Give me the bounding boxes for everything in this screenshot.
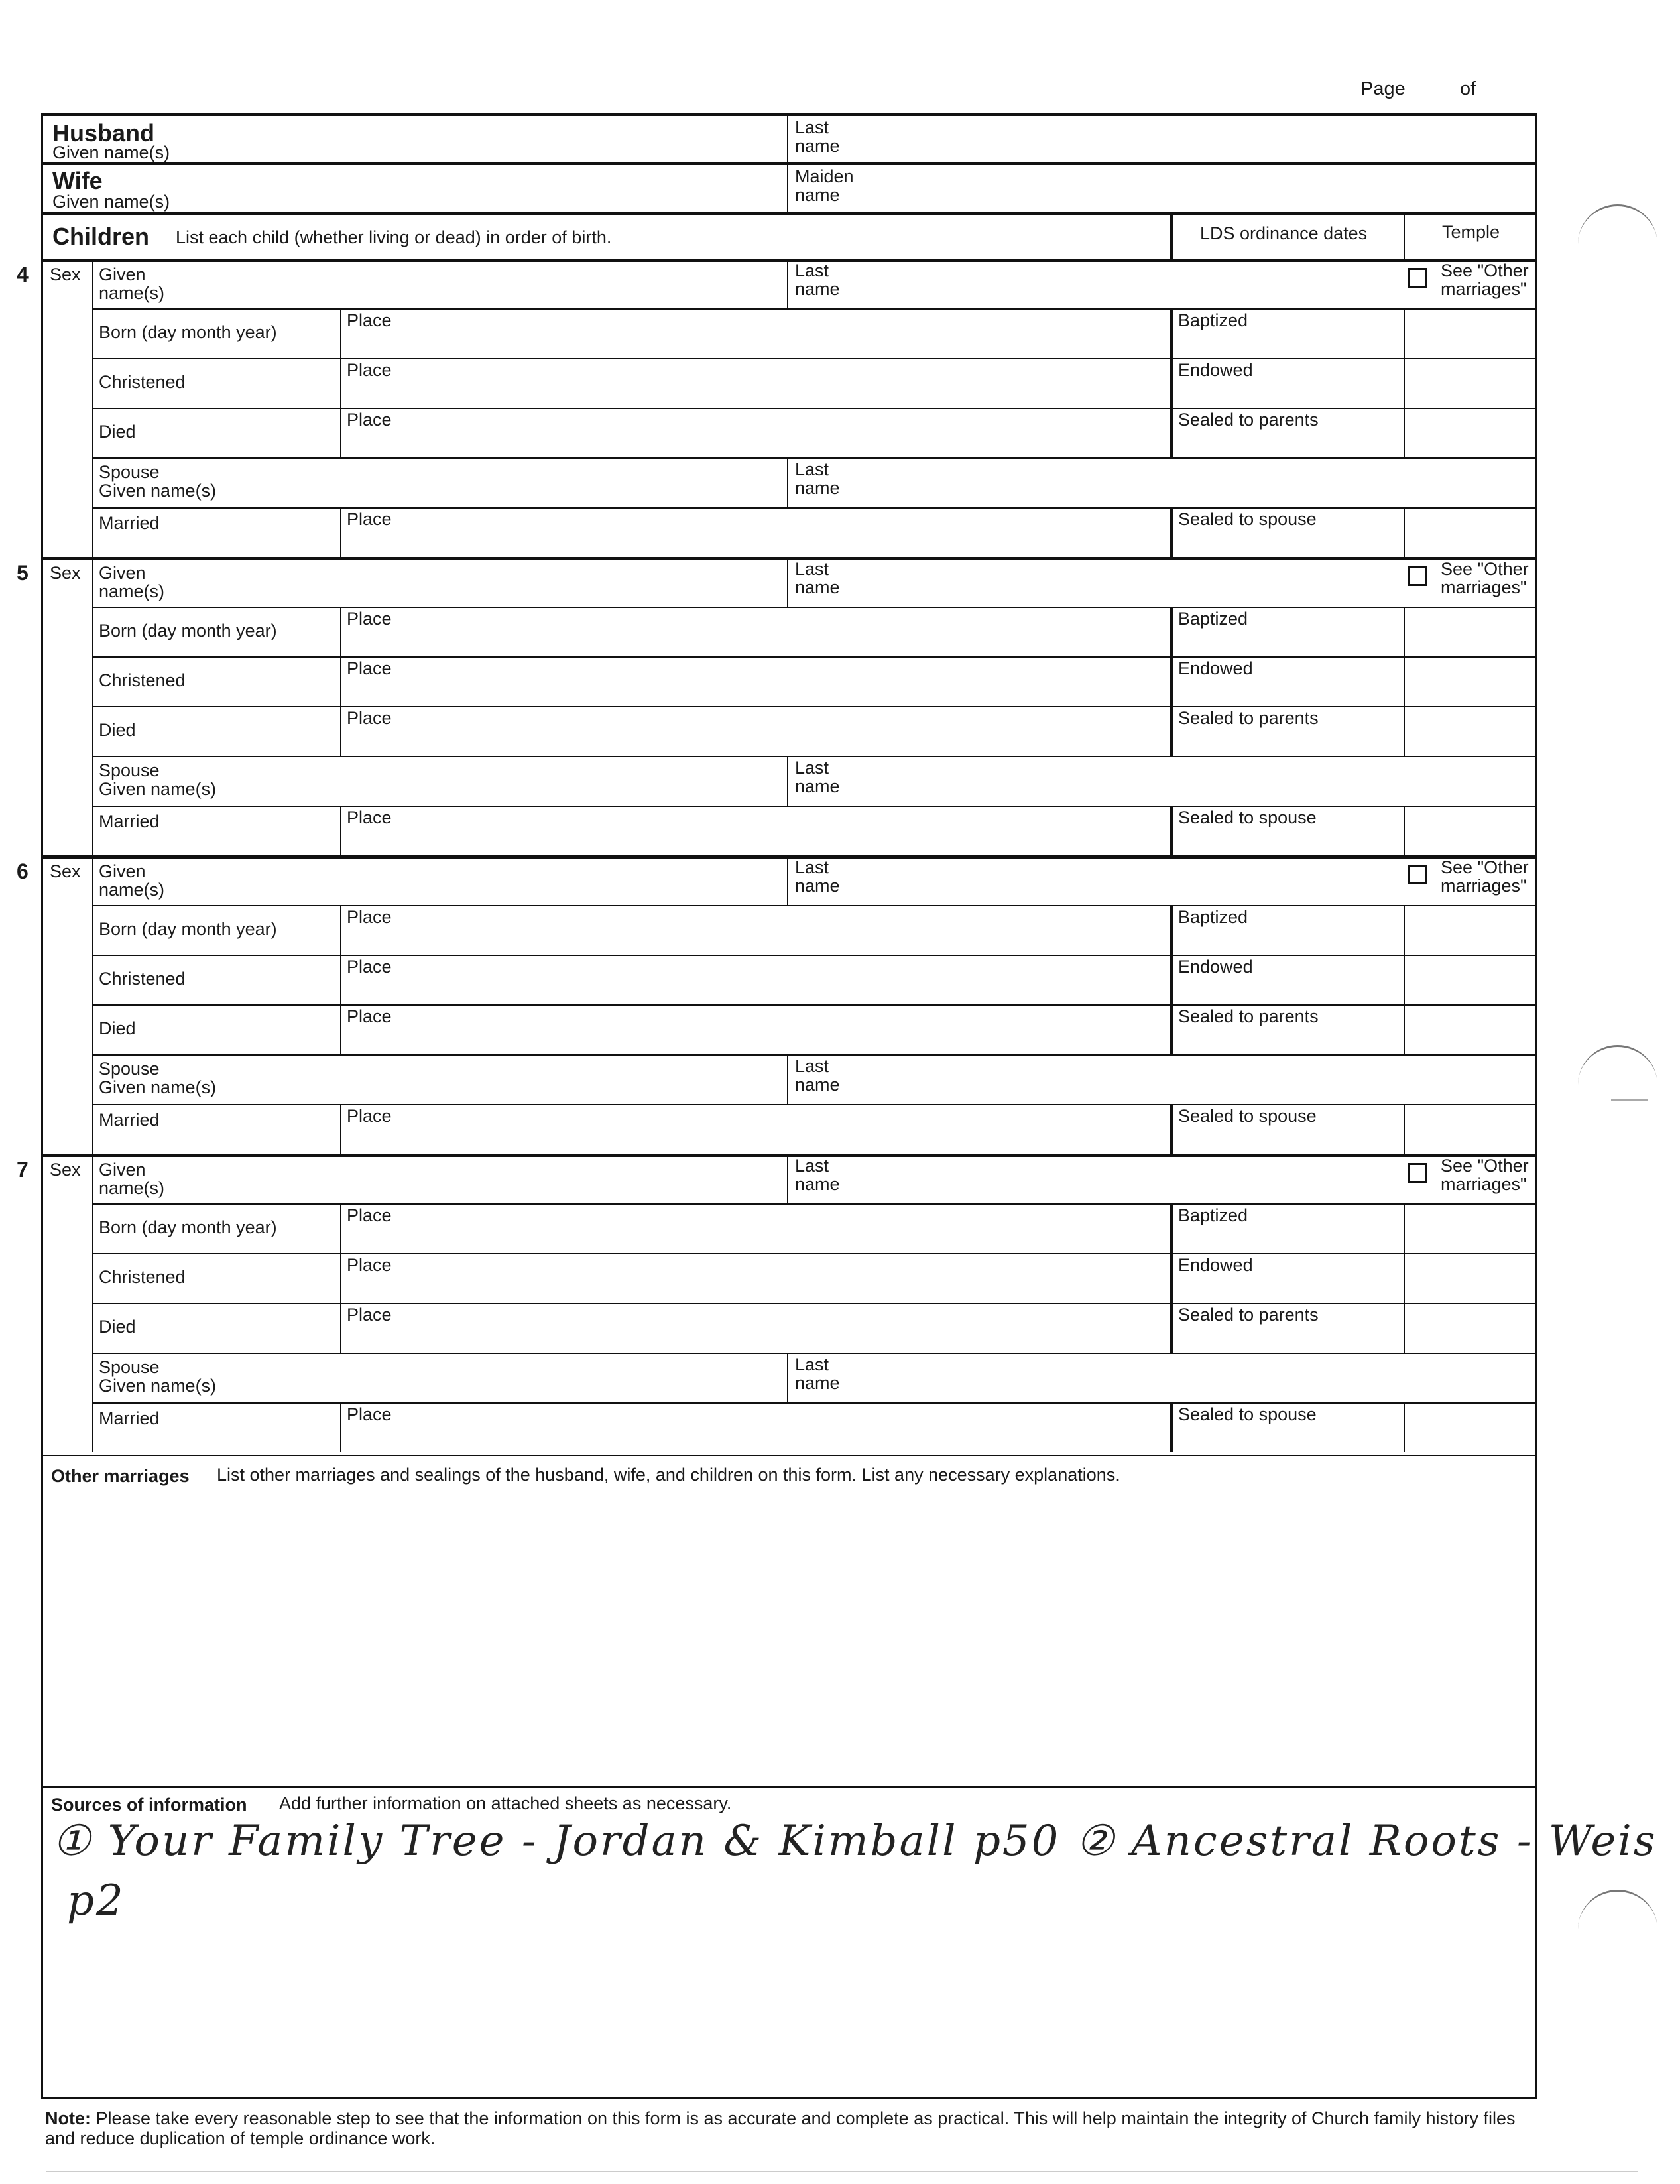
- child-5-born-row-border: [92, 607, 1537, 608]
- child-4-baptized-label: Baptized: [1178, 310, 1248, 330]
- child-6-last-label-2: name: [795, 876, 840, 896]
- child-7-other-marriages-checkbox: [1408, 1163, 1427, 1183]
- child-4-spouse-last-label-2: name: [795, 478, 840, 498]
- child-4-number: 4: [17, 263, 29, 286]
- child-7-number: 7: [17, 1158, 29, 1182]
- child-4-christened-place-label: Place: [347, 360, 392, 380]
- child-5-endowed-label: Endowed: [1178, 658, 1253, 678]
- child-6-last-label-1: Last: [795, 857, 829, 877]
- child-6-see-other-label-1: See "Other: [1441, 857, 1529, 877]
- note-label: Note:: [45, 2108, 91, 2128]
- husband-last-label-2: name: [795, 136, 840, 156]
- child-5-christened-row-border: [92, 656, 1537, 658]
- child-4-endowed-label: Endowed: [1178, 360, 1253, 380]
- child-4-spouse-label-2: Given name(s): [99, 481, 217, 501]
- child-7-died-ordinance-divider: [1170, 1303, 1173, 1353]
- child-6-spouse-last-label-2: name: [795, 1075, 840, 1095]
- child-6-spouse-label-1: Spouse: [99, 1059, 160, 1079]
- child-7-baptized-label: Baptized: [1178, 1205, 1248, 1225]
- wife-maiden-label-1: Maiden: [795, 166, 854, 186]
- child-4-given-label-1: Given: [99, 265, 146, 284]
- child-7-christened-place-label: Place: [347, 1255, 392, 1275]
- child-4-christened-label: Christened: [99, 372, 186, 392]
- child-5-see-other-label-2: marriages": [1441, 577, 1527, 597]
- sources-top-border: [41, 1786, 1537, 1788]
- page-bottom-rule: [46, 2171, 1638, 2172]
- child-5-married-label: Married: [99, 812, 160, 831]
- child-4-born-place-label: Place: [347, 310, 392, 330]
- child-7-died-label: Died: [99, 1317, 136, 1337]
- child-7-born-ordinance-divider: [1170, 1203, 1173, 1253]
- child-6-last-divider: [787, 855, 788, 905]
- child-4-christened-row-border: [92, 358, 1537, 359]
- husband-title: Husband: [52, 119, 155, 147]
- child-6-died-place-divider: [340, 1004, 341, 1054]
- wife-given-label: Given name(s): [52, 192, 170, 212]
- child-4-died-place-label: Place: [347, 410, 392, 430]
- child-5-born-place-label: Place: [347, 609, 392, 629]
- child-7-born-label: Born (day month year): [99, 1217, 277, 1237]
- child-7-christened-ordinance-divider: [1170, 1253, 1173, 1303]
- child-7-spouse-row-border: [92, 1353, 1537, 1354]
- other-marriages-top-border: [41, 1455, 1537, 1456]
- child-5-spouse-last-divider: [787, 756, 788, 806]
- child-7-last-label-1: Last: [795, 1156, 829, 1176]
- child-4-top-border: [41, 259, 1537, 262]
- child-6-married-temple-divider: [1404, 1104, 1405, 1154]
- child-5-number: 5: [17, 561, 29, 585]
- child-5-spouse-last-label-1: Last: [795, 758, 829, 778]
- child-6-born-place-divider: [340, 905, 341, 955]
- child-7-spouse-label-2: Given name(s): [99, 1376, 217, 1396]
- child-5-spouse-last-label-2: name: [795, 776, 840, 796]
- husband-divider: [787, 113, 788, 162]
- child-6-top-border: [41, 855, 1537, 859]
- punch-hole-middle: [1578, 1045, 1657, 1093]
- child-6-sealed-spouse-label: Sealed to spouse: [1178, 1106, 1317, 1126]
- child-4-died-temple-divider: [1404, 408, 1405, 457]
- child-6-married-ordinance-divider: [1170, 1104, 1173, 1154]
- husband-given-label: Given name(s): [52, 143, 170, 162]
- child-7-married-temple-divider: [1404, 1402, 1405, 1452]
- child-4-given-label-2: name(s): [99, 283, 165, 303]
- child-7-born-temple-divider: [1404, 1203, 1405, 1253]
- temple-header-divider: [1404, 212, 1405, 259]
- child-7-christened-label: Christened: [99, 1267, 186, 1287]
- child-7-spouse-last-divider: [787, 1353, 788, 1402]
- child-4-sealed-spouse-label: Sealed to spouse: [1178, 509, 1317, 529]
- child-6-given-label-2: name(s): [99, 880, 165, 900]
- child-6-born-label: Born (day month year): [99, 919, 277, 939]
- child-5-died-label: Died: [99, 720, 136, 740]
- child-6-married-row-border: [92, 1104, 1537, 1105]
- child-4-born-ordinance-divider: [1170, 308, 1173, 358]
- child-7-sealed-spouse-label: Sealed to spouse: [1178, 1404, 1317, 1424]
- child-4-spouse-last-label-1: Last: [795, 459, 829, 479]
- child-5-married-temple-divider: [1404, 806, 1405, 855]
- child-4-spouse-label-1: Spouse: [99, 462, 160, 482]
- lds-ordinance-header: LDS ordinance dates: [1200, 223, 1368, 243]
- child-4-sex-label: Sex: [50, 265, 81, 284]
- punch-hole-bottom: [1578, 1890, 1657, 1938]
- child-5-last-label-2: name: [795, 577, 840, 597]
- wife-divider: [787, 162, 788, 212]
- sources-instruction: Add further information on attached sheets as necessary.: [279, 1793, 732, 1813]
- child-4-married-row-border: [92, 507, 1537, 509]
- child-5-born-ordinance-divider: [1170, 607, 1173, 656]
- child-6-baptized-label: Baptized: [1178, 907, 1248, 927]
- child-5-given-label-2: name(s): [99, 581, 165, 601]
- wife-maiden-label-2: name: [795, 185, 840, 205]
- child-4-married-temple-divider: [1404, 507, 1405, 557]
- child-6-died-label: Died: [99, 1018, 136, 1038]
- child-6-died-place-label: Place: [347, 1006, 392, 1026]
- child-7-born-place-divider: [340, 1203, 341, 1253]
- child-7-see-other-label-2: marriages": [1441, 1174, 1527, 1194]
- child-7-died-temple-divider: [1404, 1303, 1405, 1353]
- child-4-born-row-border: [92, 308, 1537, 310]
- child-5-christened-ordinance-divider: [1170, 656, 1173, 706]
- child-7-given-label-1: Given: [99, 1160, 146, 1180]
- child-5-born-temple-divider: [1404, 607, 1405, 656]
- punch-hole-top: [1578, 204, 1657, 253]
- punch-hole-middle-edge: [1611, 1099, 1648, 1101]
- child-7-see-other-label-1: See "Other: [1441, 1156, 1529, 1176]
- child-6-christened-place-divider: [340, 955, 341, 1004]
- child-7-died-place-divider: [340, 1303, 341, 1353]
- child-6-born-place-label: Place: [347, 907, 392, 927]
- child-6-spouse-last-label-1: Last: [795, 1056, 829, 1076]
- children-header-top-border: [41, 212, 1537, 215]
- child-5-spouse-row-border: [92, 756, 1537, 757]
- note-text: Please take every reasonable step to see that the information on this form is as accurate and complete as practical. This will help maintain the integrity of Church family history files and reduce duplication of temple ordinance work.: [45, 2108, 1516, 2148]
- child-5-died-place-label: Place: [347, 708, 392, 728]
- child-7-last-divider: [787, 1154, 788, 1203]
- children-instruction: List each child (whether living or dead) in order of birth.: [176, 227, 612, 247]
- husband-last-label-1: Last: [795, 117, 829, 137]
- child-6-spouse-label-2: Given name(s): [99, 1077, 217, 1097]
- child-6-died-row-border: [92, 1004, 1537, 1006]
- child-7-sealed_parents-label: Sealed to parents: [1178, 1305, 1319, 1325]
- child-5-last-label-1: Last: [795, 559, 829, 579]
- child-5-christened-label: Christened: [99, 670, 186, 690]
- child-5-christened-place-divider: [340, 656, 341, 706]
- child-7-died-row-border: [92, 1303, 1537, 1304]
- child-4-died-place-divider: [340, 408, 341, 457]
- child-6-born-row-border: [92, 905, 1537, 906]
- page-label: Page: [1360, 78, 1406, 99]
- child-6-married-place-label: Place: [347, 1106, 392, 1126]
- child-6-died-temple-divider: [1404, 1004, 1405, 1054]
- child-6-born-ordinance-divider: [1170, 905, 1173, 955]
- handwritten-source-line-2: p2: [67, 1876, 125, 1925]
- child-4-died-label: Died: [99, 422, 136, 442]
- child-4-married-place-divider: [340, 507, 341, 557]
- child-7-born-place-label: Place: [347, 1205, 392, 1225]
- form-top-border: [41, 113, 1537, 116]
- child-6-given-label-1: Given: [99, 861, 146, 881]
- child-7-last-label-2: name: [795, 1174, 840, 1194]
- child-7-married-ordinance-divider: [1170, 1402, 1173, 1452]
- child-5-given-label-1: Given: [99, 563, 146, 583]
- handwritten-source-line-1: ① Your Family Tree - Jordan & Kimball p50 ② Ancestral Roots - Weis: [52, 1817, 1657, 1866]
- child-4-other-marriages-checkbox: [1408, 268, 1427, 288]
- other-marriages-instruction: List other marriages and sealings of the husband, wife, and children on this form. List any necessary explanations.: [217, 1465, 1120, 1485]
- child-6-see-other-label-2: marriages": [1441, 876, 1527, 896]
- child-4-last-label-1: Last: [795, 261, 829, 280]
- child-7-married-row-border: [92, 1402, 1537, 1404]
- child-7-died-place-label: Place: [347, 1305, 392, 1325]
- footer-note: [45, 2108, 1530, 2148]
- child-4-christened-ordinance-divider: [1170, 358, 1173, 408]
- child-7-sex-label: Sex: [50, 1160, 81, 1180]
- child-4-last-label-2: name: [795, 279, 840, 299]
- child-5-died-row-border: [92, 706, 1537, 707]
- child-4-born-place-divider: [340, 308, 341, 358]
- child-6-sealed_parents-label: Sealed to parents: [1178, 1006, 1319, 1026]
- child-5-died-place-divider: [340, 706, 341, 756]
- child-7-married-place-label: Place: [347, 1404, 392, 1424]
- child-6-died-ordinance-divider: [1170, 1004, 1173, 1054]
- child-6-christened-label: Christened: [99, 969, 186, 989]
- child-4-spouse-row-border: [92, 457, 1537, 459]
- sources-title: Sources of information: [51, 1795, 247, 1815]
- child-7-spouse-last-label-1: Last: [795, 1355, 829, 1374]
- child-4-married-ordinance-divider: [1170, 507, 1173, 557]
- child-7-top-border: [41, 1154, 1537, 1157]
- child-6-christened-place-label: Place: [347, 957, 392, 977]
- child-7-born-row-border: [92, 1203, 1537, 1205]
- child-7-spouse-label-1: Spouse: [99, 1357, 160, 1377]
- family-group-form: [17, 113, 1657, 2099]
- child-6-christened-temple-divider: [1404, 955, 1405, 1004]
- child-6-christened-row-border: [92, 955, 1537, 956]
- child-7-given-label-2: name(s): [99, 1178, 165, 1198]
- child-6-sex-label: Sex: [50, 861, 81, 881]
- child-7-married-label: Married: [99, 1408, 160, 1428]
- child-5-top-border: [41, 557, 1537, 560]
- other-marriages-title: Other marriages: [51, 1466, 190, 1486]
- child-6-number: 6: [17, 859, 29, 883]
- child-5-died-temple-divider: [1404, 706, 1405, 756]
- child-4-born-label: Born (day month year): [99, 322, 277, 342]
- child-6-married-place-divider: [340, 1104, 341, 1154]
- child-4-born-temple-divider: [1404, 308, 1405, 358]
- child-7-endowed-label: Endowed: [1178, 1255, 1253, 1275]
- child-6-endowed-label: Endowed: [1178, 957, 1253, 977]
- children-title: Children: [52, 223, 150, 250]
- child-4-see-other-label-1: See "Other: [1441, 261, 1529, 280]
- child-6-christened-ordinance-divider: [1170, 955, 1173, 1004]
- child-6-spouse-last-divider: [787, 1054, 788, 1104]
- lds-header-divider: [1170, 212, 1173, 259]
- child-5-born-place-divider: [340, 607, 341, 656]
- child-5-died-ordinance-divider: [1170, 706, 1173, 756]
- child-4-married-place-label: Place: [347, 509, 392, 529]
- wife-top-border: [41, 162, 1537, 165]
- child-5-sealed-spouse-label: Sealed to spouse: [1178, 808, 1317, 827]
- child-4-christened-temple-divider: [1404, 358, 1405, 408]
- child-4-sealed_parents-label: Sealed to parents: [1178, 410, 1319, 430]
- child-5-christened-temple-divider: [1404, 656, 1405, 706]
- child-5-sex-label: Sex: [50, 563, 81, 583]
- child-6-spouse-row-border: [92, 1054, 1537, 1056]
- child-5-christened-place-label: Place: [347, 658, 392, 678]
- child-5-married-row-border: [92, 806, 1537, 807]
- child-4-last-divider: [787, 259, 788, 308]
- wife-title: Wife: [52, 167, 103, 194]
- child-4-see-other-label-2: marriages": [1441, 279, 1527, 299]
- child-6-born-temple-divider: [1404, 905, 1405, 955]
- child-5-sealed_parents-label: Sealed to parents: [1178, 708, 1319, 728]
- child-4-spouse-last-divider: [787, 457, 788, 507]
- child-4-married-label: Married: [99, 513, 160, 533]
- child-5-spouse-label-2: Given name(s): [99, 779, 217, 799]
- child-6-other-marriages-checkbox: [1408, 865, 1427, 884]
- child-5-baptized-label: Baptized: [1178, 609, 1248, 629]
- page-of-label: of: [1460, 78, 1476, 99]
- child-5-spouse-label-1: Spouse: [99, 760, 160, 780]
- child-5-other-marriages-checkbox: [1408, 566, 1427, 586]
- child-5-married-place-divider: [340, 806, 341, 855]
- child-5-married-ordinance-divider: [1170, 806, 1173, 855]
- child-4-christened-place-divider: [340, 358, 341, 408]
- child-4-died-row-border: [92, 408, 1537, 409]
- child-6-married-label: Married: [99, 1110, 160, 1130]
- child-7-spouse-last-label-2: name: [795, 1373, 840, 1393]
- child-7-christened-place-divider: [340, 1253, 341, 1303]
- child-7-christened-row-border: [92, 1253, 1537, 1254]
- child-7-christened-temple-divider: [1404, 1253, 1405, 1303]
- child-5-born-label: Born (day month year): [99, 621, 277, 640]
- child-4-died-ordinance-divider: [1170, 408, 1173, 457]
- child-5-last-divider: [787, 557, 788, 607]
- child-7-married-place-divider: [340, 1402, 341, 1452]
- temple-header: Temple: [1442, 222, 1500, 242]
- child-5-married-place-label: Place: [347, 808, 392, 827]
- child-5-see-other-label-1: See "Other: [1441, 559, 1529, 579]
